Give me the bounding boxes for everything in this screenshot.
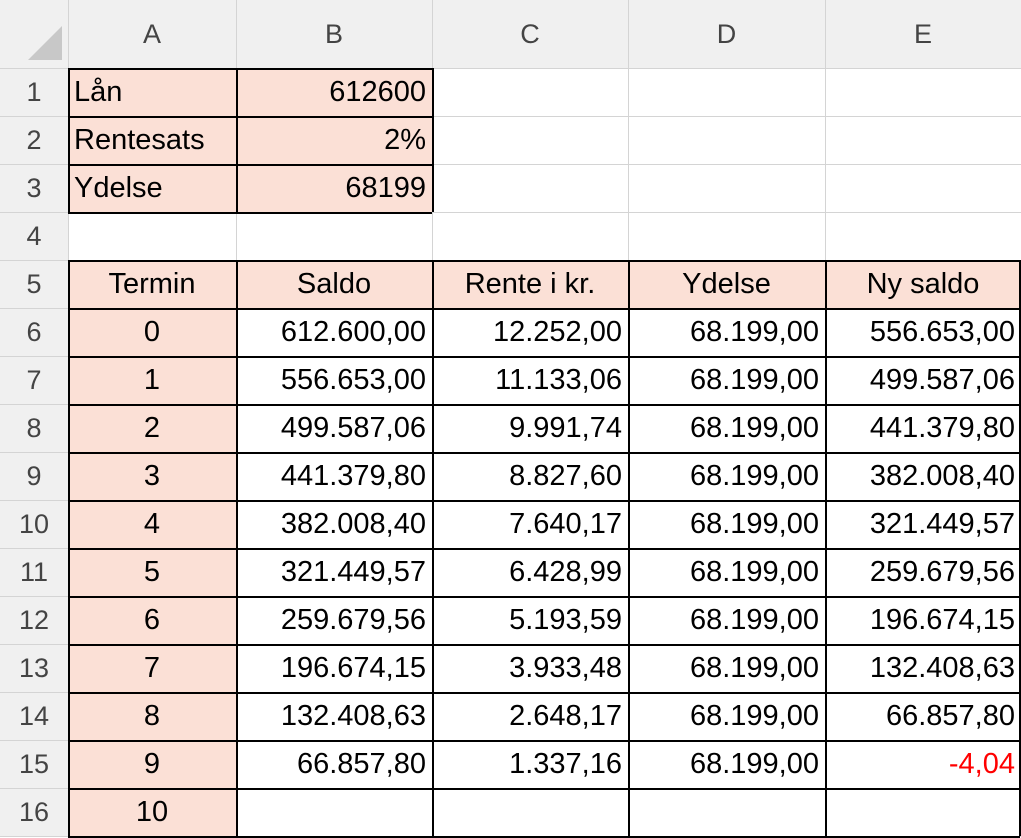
termin-cell[interactable]: 10 bbox=[68, 788, 236, 836]
empty-cell[interactable] bbox=[628, 164, 825, 212]
table-cell[interactable]: 441.379,80 bbox=[280, 459, 426, 492]
row-header-11[interactable]: 11 bbox=[0, 548, 68, 596]
border-h bbox=[68, 596, 1020, 598]
table-cell[interactable]: 68.199,00 bbox=[689, 747, 819, 780]
table-cell[interactable]: 259.679,56 bbox=[869, 555, 1015, 588]
termin-cell[interactable]: 5 bbox=[68, 548, 236, 596]
border-h bbox=[68, 116, 432, 118]
row-header-5[interactable]: 5 bbox=[0, 260, 68, 308]
table-cell[interactable]: 6.428,99 bbox=[509, 555, 622, 588]
border-h bbox=[68, 68, 432, 70]
border-h bbox=[68, 260, 1020, 262]
table-cell[interactable]: 7.640,17 bbox=[509, 507, 622, 540]
empty-cell[interactable] bbox=[825, 68, 1021, 116]
table-cell[interactable]: 66.857,80 bbox=[885, 699, 1015, 732]
termin-cell[interactable]: 9 bbox=[68, 740, 236, 788]
input-label-cell[interactable]: Rentesats bbox=[68, 116, 236, 164]
select-all-corner[interactable] bbox=[0, 0, 68, 68]
empty-cell[interactable] bbox=[825, 164, 1021, 212]
table-cell[interactable]: 68.199,00 bbox=[689, 363, 819, 396]
border-h bbox=[68, 740, 1020, 742]
row-header-14[interactable]: 14 bbox=[0, 692, 68, 740]
table-cell[interactable]: 68.199,00 bbox=[689, 603, 819, 636]
termin-cell[interactable]: 2 bbox=[68, 404, 236, 452]
row-header-3[interactable]: 3 bbox=[0, 164, 68, 212]
column-header-b[interactable]: B bbox=[236, 0, 432, 68]
termin-cell[interactable]: 7 bbox=[68, 644, 236, 692]
table-cell[interactable]: 68.199,00 bbox=[689, 459, 819, 492]
table-cell[interactable]: 1.337,16 bbox=[509, 747, 622, 780]
input-label-cell[interactable]: Lån bbox=[68, 68, 236, 116]
table-cell[interactable] bbox=[432, 788, 628, 836]
row-header-10[interactable]: 10 bbox=[0, 500, 68, 548]
row-header-1[interactable]: 1 bbox=[0, 68, 68, 116]
table-cell[interactable]: 196.674,15 bbox=[280, 651, 426, 684]
table-cell[interactable]: -4,04 bbox=[948, 747, 1015, 780]
table-cell[interactable]: 321.449,57 bbox=[869, 507, 1015, 540]
border-h bbox=[68, 212, 432, 214]
table-cell[interactable]: 132.408,63 bbox=[869, 651, 1015, 684]
border-h bbox=[68, 692, 1020, 694]
border-v bbox=[628, 260, 630, 836]
border-h bbox=[68, 308, 1020, 310]
row-header-2[interactable]: 2 bbox=[0, 116, 68, 164]
border-h bbox=[68, 788, 1020, 790]
border-h bbox=[68, 644, 1020, 646]
border-v bbox=[432, 68, 434, 212]
table-cell[interactable]: 68.199,00 bbox=[689, 315, 819, 348]
table-cell[interactable]: 196.674,15 bbox=[869, 603, 1015, 636]
column-header-e[interactable]: E bbox=[825, 0, 1021, 68]
termin-cell[interactable]: 3 bbox=[68, 452, 236, 500]
border-v bbox=[1019, 260, 1021, 836]
table-cell[interactable]: 12.252,00 bbox=[492, 315, 622, 348]
table-cell[interactable]: 66.857,80 bbox=[296, 747, 426, 780]
row-header-16[interactable]: 16 bbox=[0, 788, 68, 836]
border-v bbox=[825, 260, 827, 836]
row-header-7[interactable]: 7 bbox=[0, 356, 68, 404]
border-v bbox=[68, 260, 70, 836]
input-value-cell[interactable]: 2% bbox=[236, 116, 432, 164]
table-cell[interactable] bbox=[236, 788, 432, 836]
empty-cell[interactable] bbox=[825, 116, 1021, 164]
table-cell[interactable]: 132.408,63 bbox=[280, 699, 426, 732]
row-header-12[interactable]: 12 bbox=[0, 596, 68, 644]
table-cell[interactable]: 321.449,57 bbox=[280, 555, 426, 588]
select-all-triangle-icon bbox=[6, 0, 62, 68]
table-header-cell[interactable]: Ydelse bbox=[628, 260, 825, 308]
empty-cell[interactable] bbox=[432, 164, 628, 212]
border-h bbox=[68, 404, 1020, 406]
empty-cell[interactable] bbox=[628, 212, 825, 260]
table-cell[interactable]: 441.379,80 bbox=[869, 411, 1015, 444]
border-v bbox=[236, 260, 238, 836]
table-cell[interactable]: 382.008,40 bbox=[869, 459, 1015, 492]
table-header-cell[interactable]: Saldo bbox=[236, 260, 432, 308]
column-header-a[interactable]: A bbox=[68, 0, 236, 68]
termin-cell[interactable]: 1 bbox=[68, 356, 236, 404]
border-v bbox=[432, 260, 434, 836]
table-header-cell[interactable]: Rente i kr. bbox=[432, 260, 628, 308]
column-header-d[interactable]: D bbox=[628, 0, 825, 68]
row-header-6[interactable]: 6 bbox=[0, 308, 68, 356]
input-value-cell[interactable]: 612600 bbox=[236, 68, 432, 116]
termin-cell[interactable]: 4 bbox=[68, 500, 236, 548]
empty-cell[interactable] bbox=[825, 212, 1021, 260]
table-cell[interactable]: 259.679,56 bbox=[280, 603, 426, 636]
border-h bbox=[68, 164, 432, 166]
row-header-9[interactable]: 9 bbox=[0, 452, 68, 500]
table-cell[interactable]: 556.653,00 bbox=[869, 315, 1015, 348]
border-h bbox=[68, 500, 1020, 502]
table-cell[interactable]: 556.653,00 bbox=[280, 363, 426, 396]
table-cell[interactable]: 68.199,00 bbox=[689, 699, 819, 732]
table-cell[interactable]: 68.199,00 bbox=[689, 507, 819, 540]
empty-cell[interactable] bbox=[68, 212, 236, 260]
table-cell[interactable] bbox=[628, 788, 825, 836]
table-cell[interactable] bbox=[825, 788, 1021, 836]
border-h bbox=[68, 836, 1020, 838]
border-h bbox=[68, 452, 1020, 454]
table-cell[interactable]: 68.199,00 bbox=[689, 555, 819, 588]
table-cell[interactable]: 9.991,74 bbox=[509, 411, 622, 444]
table-cell[interactable]: 499.587,06 bbox=[280, 411, 426, 444]
table-cell[interactable]: 612.600,00 bbox=[280, 315, 426, 348]
table-cell[interactable]: 68.199,00 bbox=[689, 651, 819, 684]
border-h bbox=[68, 548, 1020, 550]
empty-cell[interactable] bbox=[628, 116, 825, 164]
table-header-cell[interactable]: Ny saldo bbox=[825, 260, 1021, 308]
row-header-15[interactable]: 15 bbox=[0, 740, 68, 788]
input-value-cell[interactable]: 68199 bbox=[236, 164, 432, 212]
table-cell[interactable]: 499.587,06 bbox=[869, 363, 1015, 396]
table-cell[interactable]: 8.827,60 bbox=[509, 459, 622, 492]
table-cell[interactable]: 5.193,59 bbox=[509, 603, 622, 636]
termin-cell[interactable]: 8 bbox=[68, 692, 236, 740]
row-header-13[interactable]: 13 bbox=[0, 644, 68, 692]
border-h bbox=[68, 356, 1020, 358]
empty-cell[interactable] bbox=[432, 116, 628, 164]
table-cell[interactable]: 11.133,06 bbox=[495, 363, 622, 396]
border-v bbox=[68, 68, 70, 212]
table-cell[interactable]: 2.648,17 bbox=[509, 699, 622, 732]
empty-cell[interactable] bbox=[236, 212, 432, 260]
table-cell[interactable]: 68.199,00 bbox=[689, 411, 819, 444]
empty-cell[interactable] bbox=[432, 68, 628, 116]
table-header-cell[interactable]: Termin bbox=[68, 260, 236, 308]
empty-cell[interactable] bbox=[432, 212, 628, 260]
termin-cell[interactable]: 0 bbox=[68, 308, 236, 356]
table-cell[interactable]: 382.008,40 bbox=[280, 507, 426, 540]
border-v bbox=[236, 68, 238, 212]
input-label-cell[interactable]: Ydelse bbox=[68, 164, 236, 212]
row-header-4[interactable]: 4 bbox=[0, 212, 68, 260]
empty-cell[interactable] bbox=[628, 68, 825, 116]
termin-cell[interactable]: 6 bbox=[68, 596, 236, 644]
row-header-8[interactable]: 8 bbox=[0, 404, 68, 452]
column-header-c[interactable]: C bbox=[432, 0, 628, 68]
table-cell[interactable]: 3.933,48 bbox=[509, 651, 622, 684]
